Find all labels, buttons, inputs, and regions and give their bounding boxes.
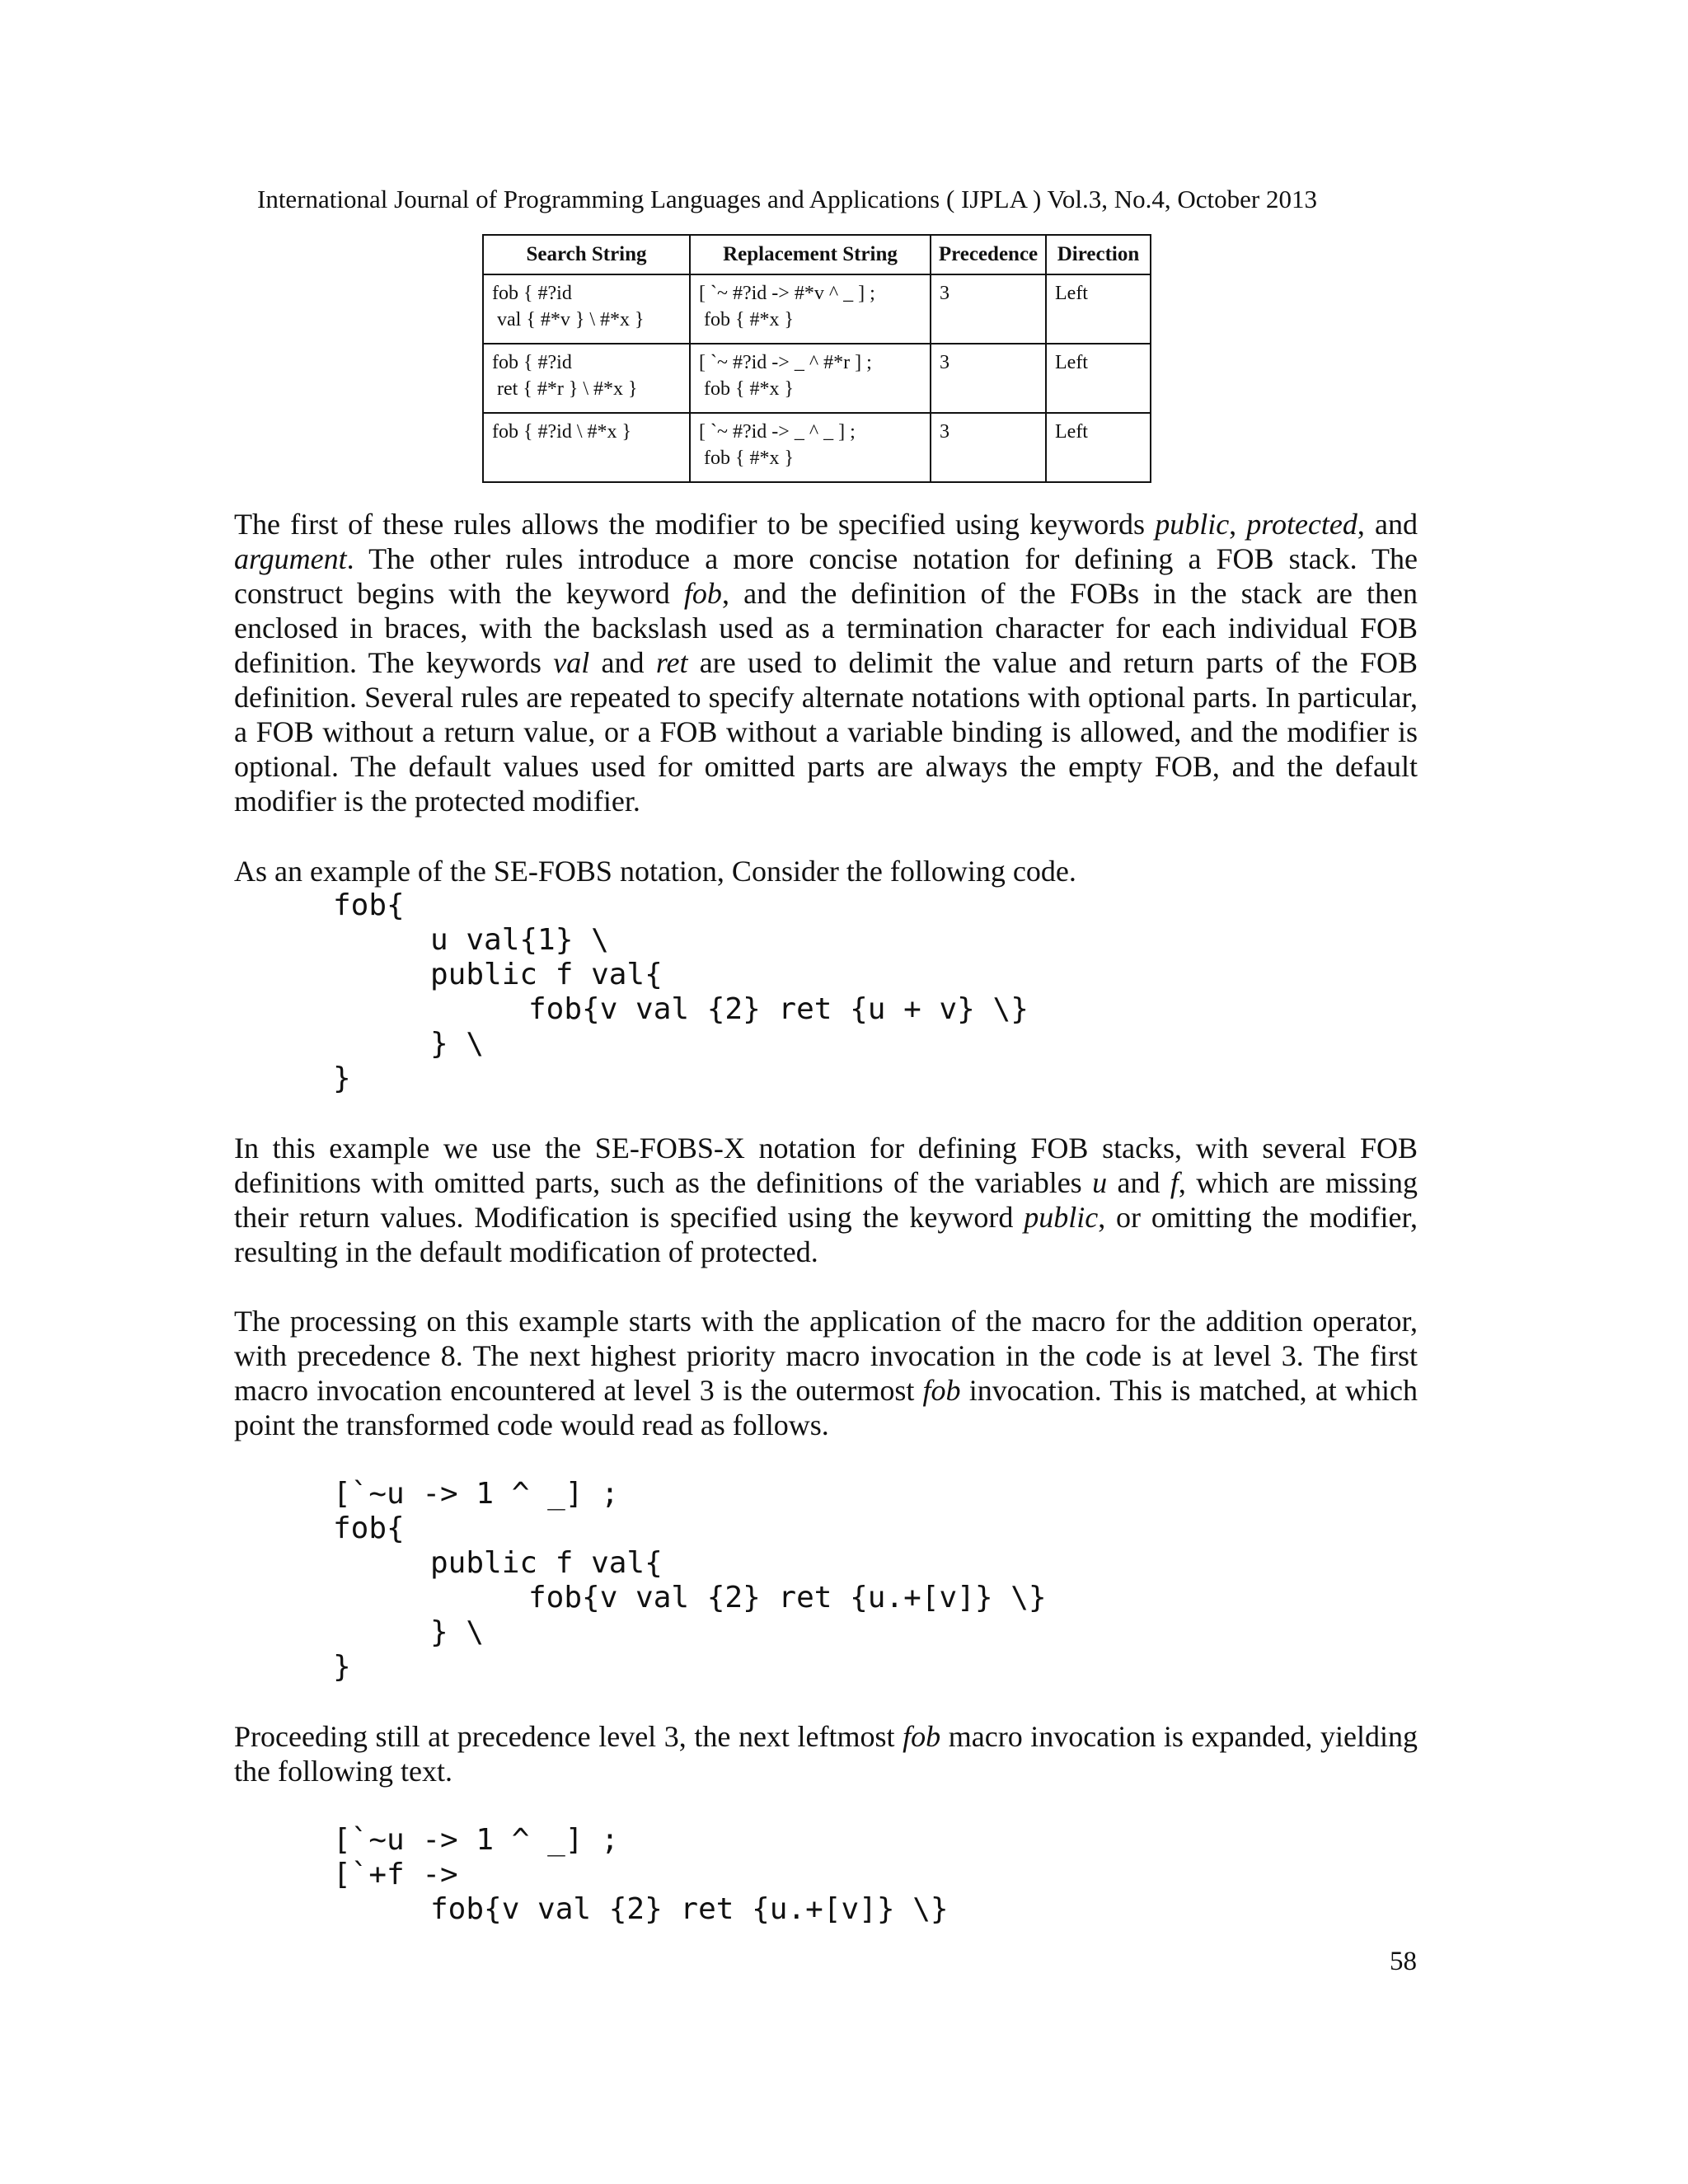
cell-line: fob { #?id bbox=[492, 352, 572, 373]
search-string-cell bbox=[483, 274, 690, 344]
column-header-direction: Direction bbox=[1046, 235, 1151, 274]
search-string-cell bbox=[483, 413, 690, 482]
column-header-precedence: Precedence bbox=[931, 235, 1046, 274]
cell-line: [ `~ #?id -> _ ^ #*r ] ; bbox=[699, 352, 872, 373]
cell-line: fob { #*x } bbox=[699, 309, 795, 330]
code-line: public f val{ bbox=[430, 1546, 663, 1580]
table-row bbox=[483, 274, 1151, 344]
precedence-cell: 3 bbox=[931, 413, 1046, 482]
code-line: fob{v val {2} ret {u + v} \} bbox=[528, 992, 1029, 1026]
page-number: 58 bbox=[1390, 1947, 1417, 1976]
cell-line: val { #*v } \ #*x } bbox=[492, 309, 645, 330]
paragraph-processing: The processing on this example starts with the application of the macro for the addition operator, with precedence 8. The next highest priority macro invocation in the code is at level 3. The first macro invocation encountered at level 3 is the outermost fob invocation. This is matched, at which point the transformed code would read as follows. bbox=[234, 1305, 1418, 1441]
code-line: fob{ bbox=[333, 1511, 405, 1545]
code-line: [`+f -> bbox=[333, 1858, 458, 1891]
precedence-cell: 3 bbox=[931, 344, 1046, 413]
code-line: } \ bbox=[430, 1027, 485, 1061]
code-line: [`~u -> 1 ^ _] ; bbox=[333, 1477, 619, 1511]
column-header-search-string: Search String bbox=[483, 235, 690, 274]
code-line: [`~u -> 1 ^ _] ; bbox=[333, 1823, 619, 1857]
code-line: u val{1} \ bbox=[430, 923, 609, 957]
code-line: fob{v val {2} ret {u.+[v]} \} bbox=[528, 1581, 1047, 1615]
code-line: } \ bbox=[430, 1615, 485, 1649]
table-header-row bbox=[483, 235, 1151, 274]
paragraph-next-expansion: Proceeding still at precedence level 3, the next leftmost fob macro invocation is expanded, yielding the following text. bbox=[234, 1720, 1418, 1788]
direction-cell: Left bbox=[1046, 413, 1151, 482]
paragraph-example-intro: As an example of the SE-FOBS notation, Consider the following code. bbox=[234, 855, 1076, 888]
code-line: public f val{ bbox=[430, 958, 663, 991]
table-row bbox=[483, 413, 1151, 482]
code-line: fob{v val {2} ret {u.+[v]} \} bbox=[430, 1892, 949, 1926]
code-line: fob{ bbox=[333, 888, 405, 922]
paragraph-rules-explanation: The first of these rules allows the modifier to be specified using keywords public, protected, and argument. The other rules introduce a more concise notation for defining a FOB stack. The construct begins with the keyword fob, and the definition of the FOBs in the stack are then enclosed in braces, with the backslash used as a termination character for each individual FOB definition. The keywords val and ret are used to delimit the value and return parts of the FOB definition. Several rules are repeated to specify alternate notations with optional parts. In particular, a FOB without a return value, or a FOB without a variable binding is allowed, and the modifier is optional. The default values used for omitted parts are always the empty FOB, and the default modifier is the protected modifier. bbox=[234, 508, 1418, 818]
column-header-replacement-string: Replacement String bbox=[690, 235, 931, 274]
replacement-string-cell bbox=[690, 344, 931, 413]
cell-line: [ `~ #?id -> _ ^ _ ] ; bbox=[699, 421, 856, 443]
direction-cell: Left bbox=[1046, 274, 1151, 344]
running-header: International Journal of Programming Languages and Applications ( IJPLA ) Vol.3, No.4, October 2013 bbox=[257, 185, 1318, 213]
direction-cell: Left bbox=[1046, 344, 1151, 413]
replacement-string-cell bbox=[690, 274, 931, 344]
code-line: } bbox=[333, 1650, 351, 1684]
macro-rules-table bbox=[482, 234, 1151, 483]
search-string-cell bbox=[483, 344, 690, 413]
cell-line: ret { #*r } \ #*x } bbox=[492, 378, 638, 400]
cell-line: fob { #*x } bbox=[699, 378, 795, 400]
table-row bbox=[483, 344, 1151, 413]
code-line: } bbox=[333, 1062, 351, 1095]
cell-line: fob { #?id bbox=[492, 283, 572, 304]
cell-line: fob { #*x } bbox=[699, 448, 795, 469]
precedence-cell: 3 bbox=[931, 274, 1046, 344]
cell-line: [ `~ #?id -> #*v ^ _ ] ; bbox=[699, 283, 875, 304]
cell-line: fob { #?id \ #*x } bbox=[492, 421, 632, 443]
paragraph-notation-explanation: In this example we use the SE-FOBS-X notation for defining FOB stacks, with several FOB definitions with omitted parts, such as the definitions of the variables u and f, which are missing their return values. Modification is specified using the keyword public, or omitting the modifier, resulting in the default modification of protected. bbox=[234, 1132, 1418, 1268]
replacement-string-cell bbox=[690, 413, 931, 482]
